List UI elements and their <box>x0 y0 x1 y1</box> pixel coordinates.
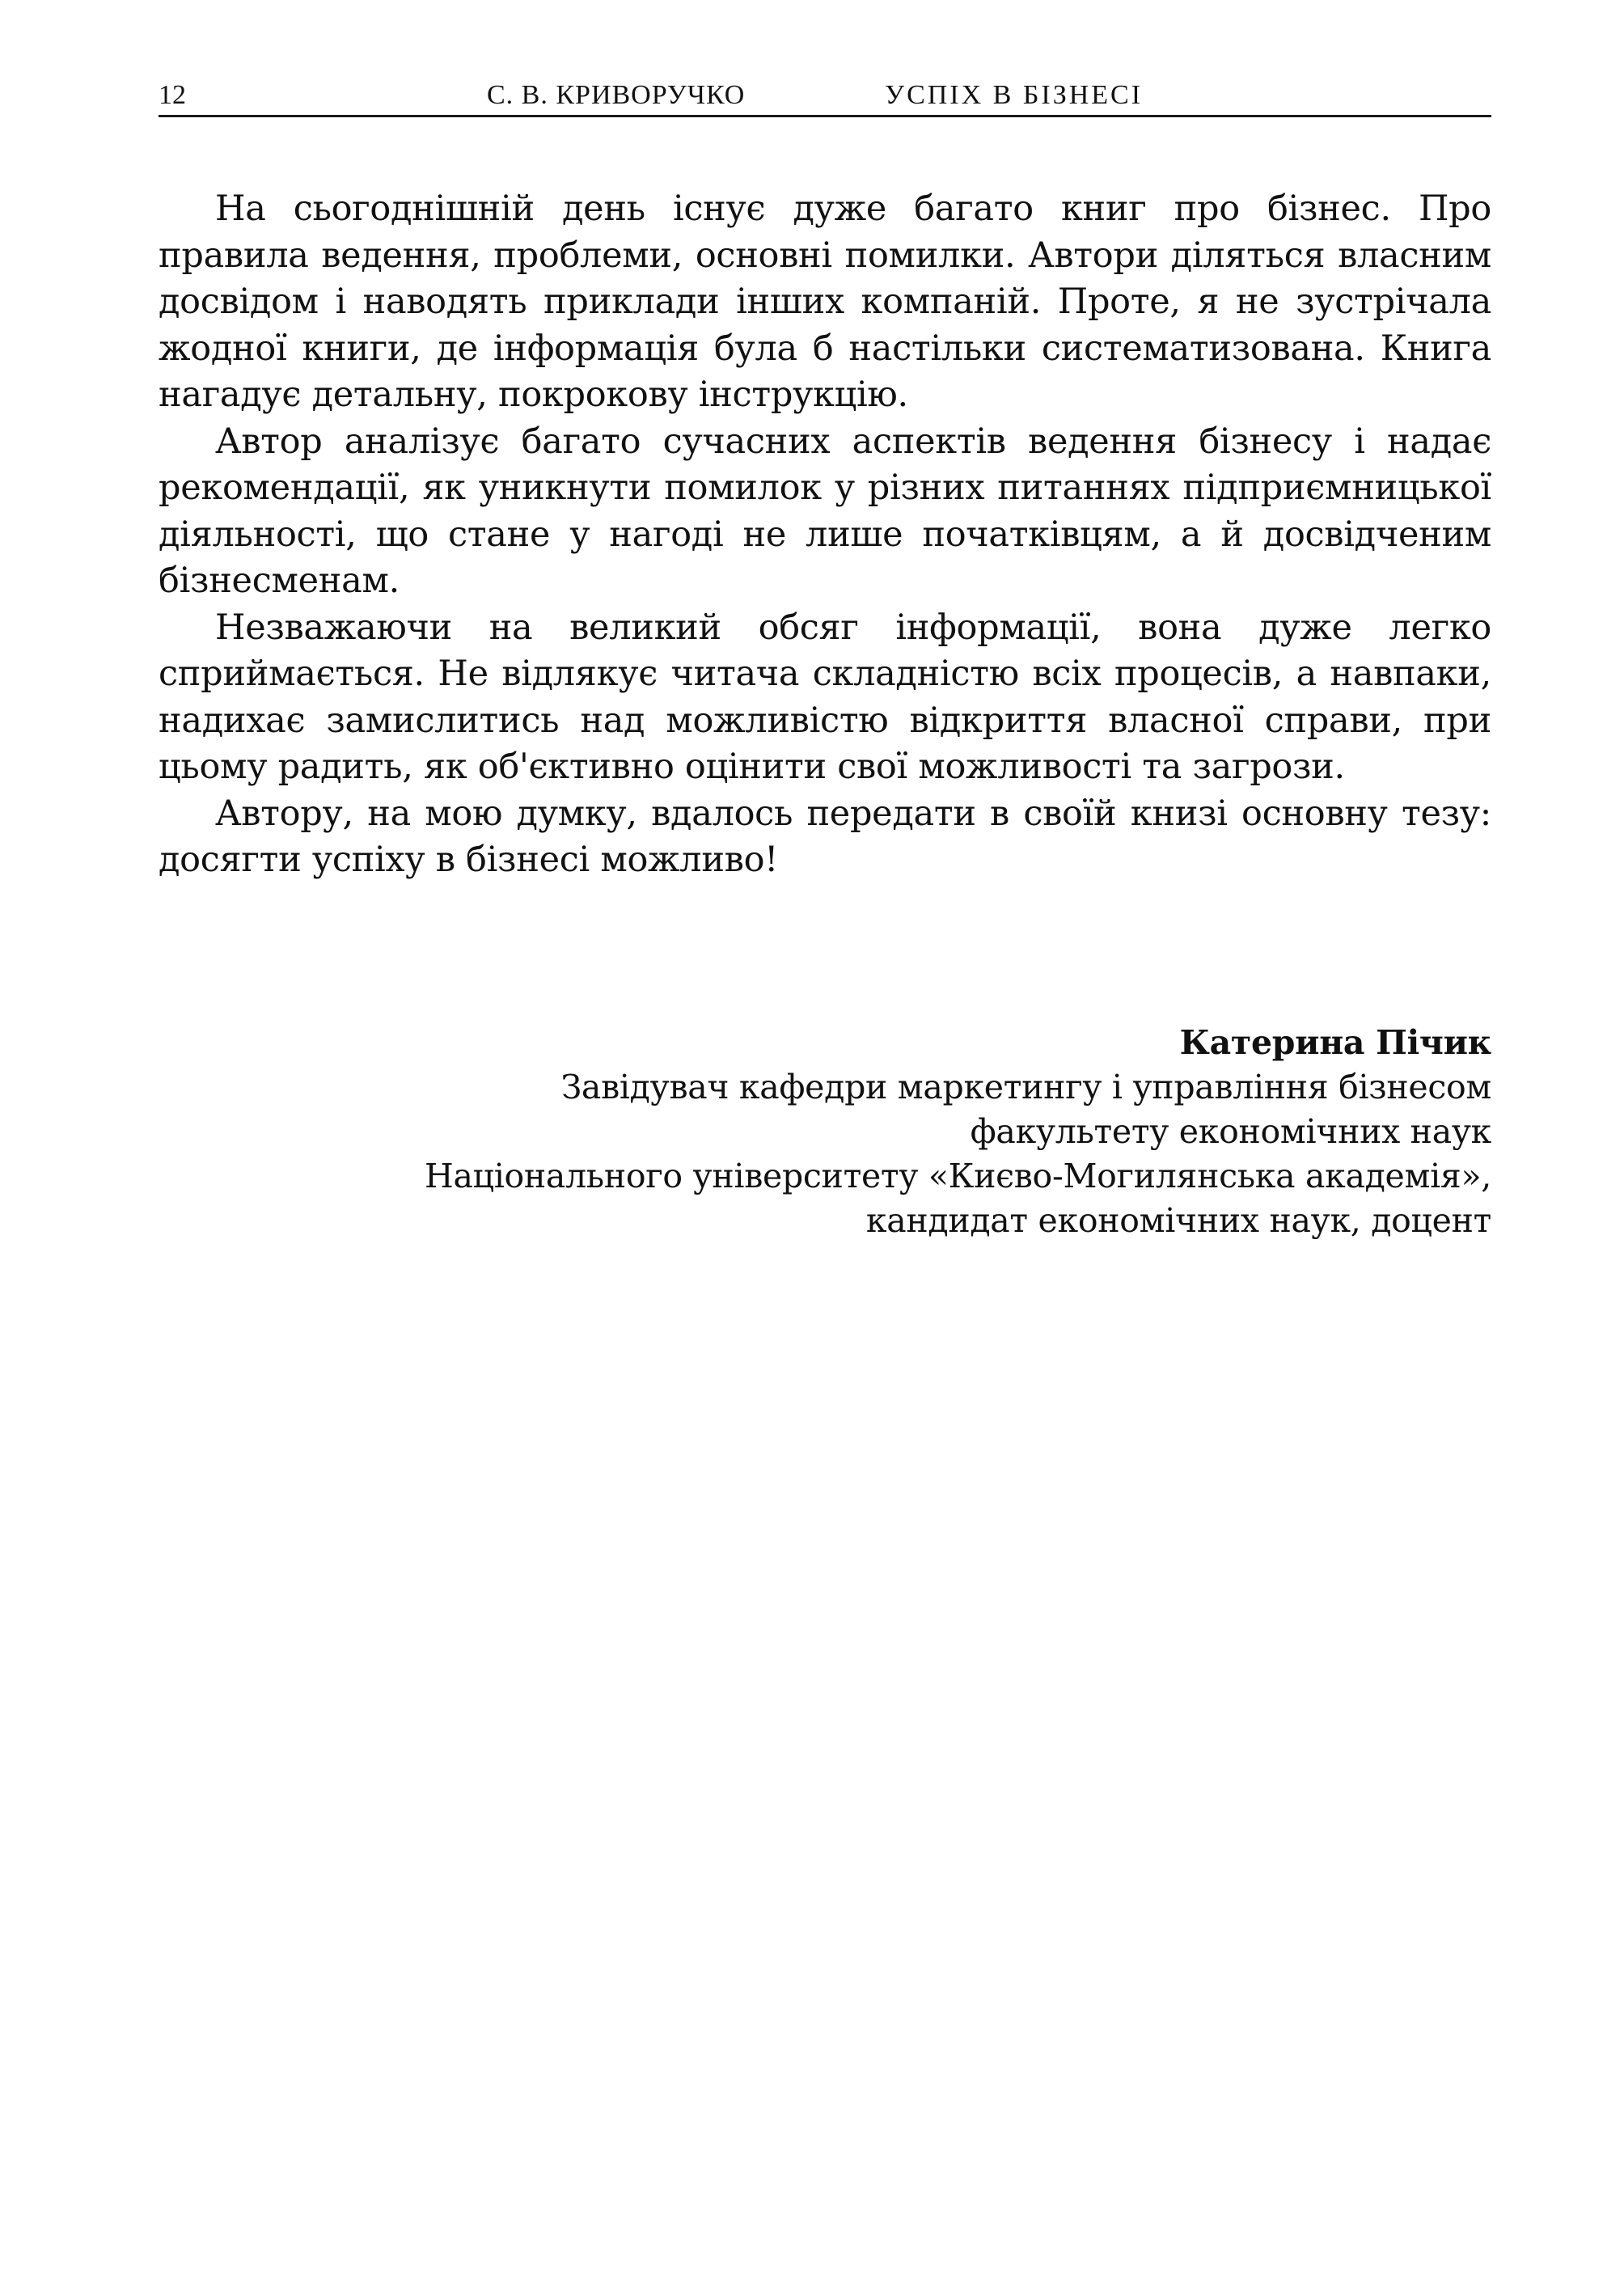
signer-name: Катерина Пічик <box>1179 1023 1491 1062</box>
paragraph-1: На сьогоднішній день існує дуже багато книг про бізнес. Про правила ведення, проблеми, основні помилки. Автори діляться власним досвідом і наводять приклади інших компаній. Проте, я не зустрічала жодної книги, де інформація була б настільки систематизована. Книга нагадує детальну, покрокову інструкцію. <box>159 188 1491 415</box>
signer-position-line-1: Завідувач кафедри маркетингу і управління бізнесом <box>560 1068 1491 1106</box>
signer-position-line-4: кандидат економічних наук, доцент <box>865 1201 1491 1240</box>
paragraph-3: Незважаючи на великий обсяг інформації, вона дуже легко сприймається. Не відлякує читача складністю всіх процесів, а навпаки, надихає замислитись над можливістю відкриття власної справи, при цьому радить, як об'єктивно оцінити свої можливості та загрози. <box>159 607 1491 787</box>
running-header <box>159 78 1491 117</box>
signer-position-line-3: Національного університету «Києво-Могилянська академія», <box>425 1157 1491 1195</box>
page-number: 12 <box>159 80 186 110</box>
signer-position-line-2: факультету економічних наук <box>970 1112 1491 1151</box>
header-author: С. В. КРИВОРУЧКО <box>487 80 746 110</box>
signature-block <box>159 1021 1491 1243</box>
review-text <box>159 186 1491 884</box>
paragraph-2: Автор аналізує багато сучасних аспектів ведення бізнесу і надає рекомендації, як уникнути помилок у різних питаннях підприємницької діяльності, що стане у нагоді не лише початківцям, а й досвідченим бізнесменам. <box>159 421 1491 601</box>
paragraph-4: Автору, на мою думку, вдалось передати в своїй книзі основну тезу: досягти успіху в бізнесі можливо! <box>159 793 1491 880</box>
header-book-title: УСПІХ В БІЗНЕСІ <box>885 80 1144 110</box>
